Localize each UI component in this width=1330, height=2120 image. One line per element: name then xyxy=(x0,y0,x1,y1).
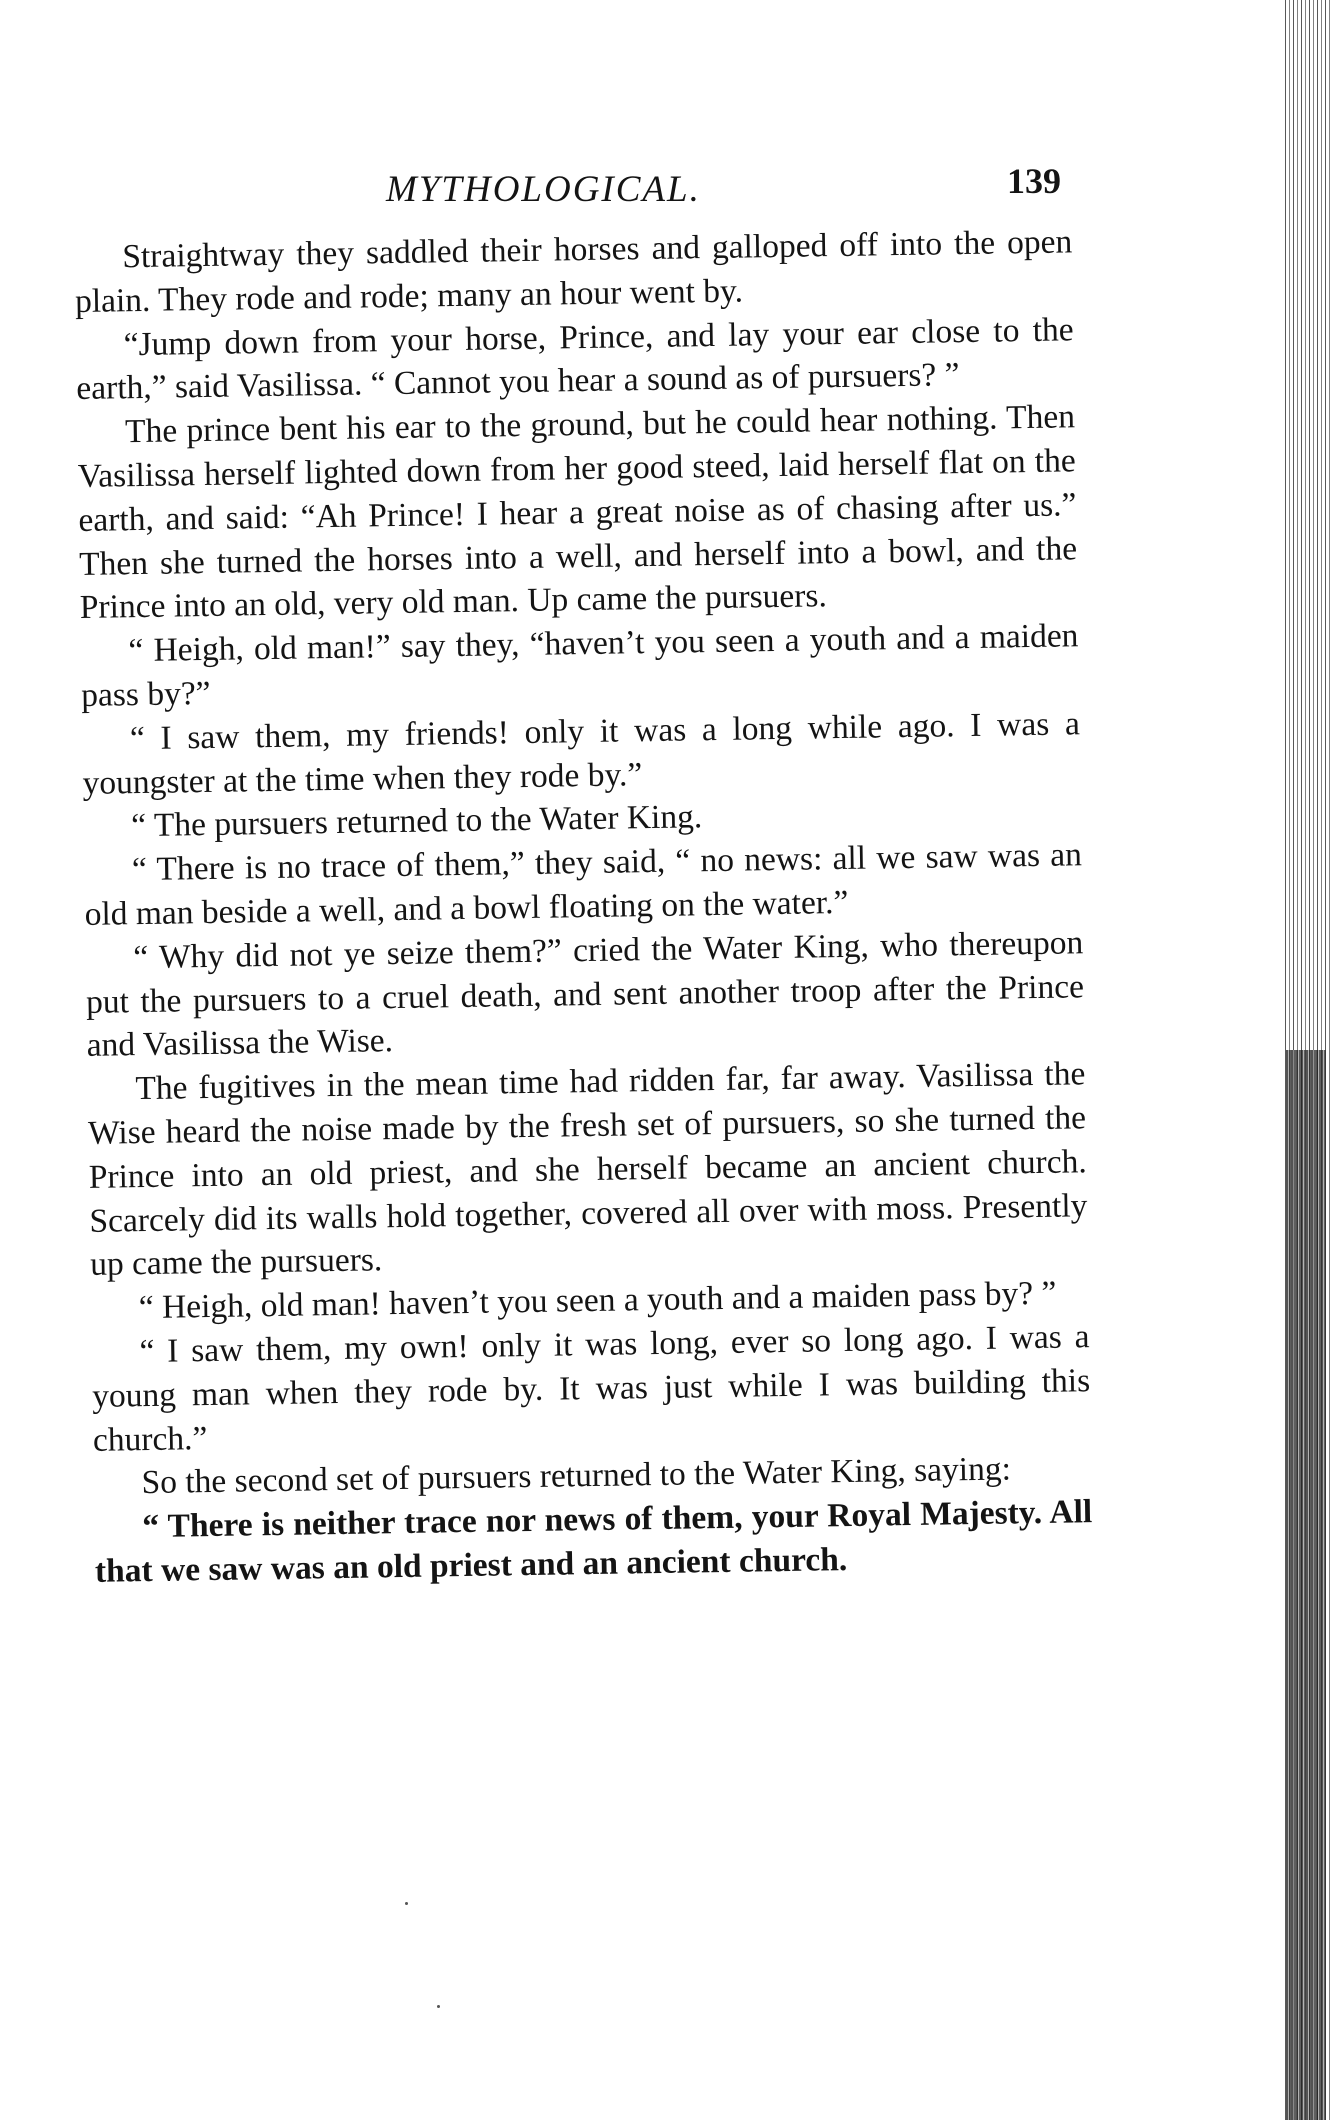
paragraph: “ There is neither trace nor news of them, your Royal Majesty. All that we saw was an old priest and an ancient church. xyxy=(94,1493,1093,1590)
paragraph: The fugitives in the mean time had ridden far, far away. Vasilissa the Wise heard the noise made by the fresh set of pursuers, so she turned the Prince into an old priest, and she herself became an ancient church. Scarcely did its walls hold together, covered all over with moss. Presently up came the pursuers. xyxy=(87,1055,1088,1284)
paragraph: “Jump down from your horse, Prince, and lay your ear close to the earth,” said Vasilissa. “ Cannot you hear a sound as of pursuers? ” xyxy=(76,310,1074,408)
paragraph: “ Heigh, old man!” say they, “haven’t you seen a youth and a maiden pass by?” xyxy=(80,617,1079,714)
scan-speck xyxy=(405,1902,408,1905)
paragraph: “ The pursuers returned to the Water King. xyxy=(130,798,703,845)
paragraph: Straightway they saddled their horses and galloped off into the open plain. They rode and rode; many an hour went by. xyxy=(74,223,1073,320)
body-text xyxy=(74,220,1093,1593)
paragraph: “ Heigh, old man! haven’t you seen a youth and a maiden pass by? ” xyxy=(138,1274,1057,1327)
paragraph: So the second set of pursuers returned to the Water King, saying: xyxy=(141,1450,1012,1502)
paragraph: “ Why did not ye seize them?” cried the Water King, who thereupon put the pursuers to a cruel death, and sent another troop after the Prince and Vasilissa the Wise. xyxy=(85,923,1085,1065)
paragraph: “ There is no trace of them,” they said, “ no news: all we saw was an old man beside a well, and a bowl floating on the water.” xyxy=(84,836,1083,933)
paragraph: “ I saw them, my own! only it was long, ever so long ago. I was a young man when they rode by. It was just while I was building this church.” xyxy=(91,1318,1091,1459)
running-title: MYTHOLOGICAL. xyxy=(386,169,701,210)
page-number: 139 xyxy=(1007,161,1061,201)
scan-speck xyxy=(437,2005,440,2008)
paragraph: “ I saw them, my friends! only it was a long while ago. I was a youngster at the time when they rode by.” xyxy=(82,705,1081,802)
binding-shadow xyxy=(1286,1050,1326,2120)
paragraph: The prince bent his ear to the ground, but he could hear nothing. Then Vasilissa herself lighted down from her good steed, laid herself flat on the earth, and said: “Ah Prince! I hear a great noise as of chasing after us.” Then she turned the horses into a well, and herself into a bowl, and the Prince into an old, very old man. Up came the pursuers. xyxy=(77,398,1078,627)
